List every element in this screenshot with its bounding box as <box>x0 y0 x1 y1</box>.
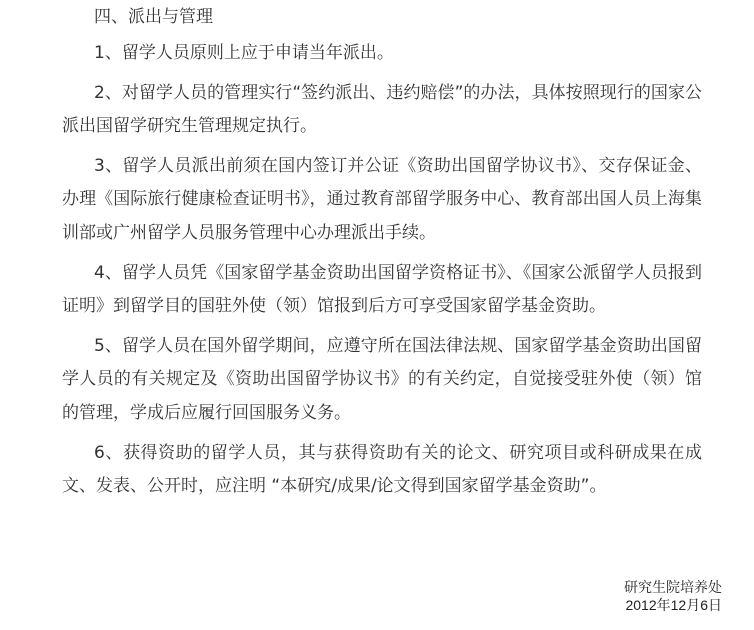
paragraph-item-6: 6、获得资助的留学人员，其与获得资助有关的论文、研究项目或科研成果在成文、发表、公开时，应注明 “本研究/成果/论文得到国家留学基金资助”。 <box>62 442 702 497</box>
section-heading: 四、派出与管理 <box>94 7 213 27</box>
paragraph-item-4: 4、留学人员凭《国家留学基金资助出国留学资格证书》、《国家公派留学人员报到证明》到留学目的国驻外使（领）馆报到后方可享受国家留学基金资助。 <box>62 262 702 317</box>
paragraph-item-3: 3、留学人员派出前须在国内签订并公证《资助出国留学协议书》、交存保证金、办理《国际旅行健康检查证明书》，通过教育部留学服务中心、教育部出国人员上海集训部或广州留学人员服务管理中心办理派出手续。 <box>62 155 702 243</box>
paragraph-item-1: 1、留学人员原则上应于申请当年派出。 <box>94 43 394 63</box>
signature-block <box>624 578 722 614</box>
document-body <box>62 3 702 510</box>
paragraph-item-2: 2、对留学人员的管理实行“签约派出、违约赔偿”的办法，具体按照现行的国家公派出国留学研究生管理规定执行。 <box>62 82 702 137</box>
signature-date: 2012年12月6日 <box>625 597 722 613</box>
paragraph-item-5: 5、留学人员在国外留学期间，应遵守所在国法律法规、国家留学基金资助出国留学人员的有关规定及《资助出国留学协议书》的有关约定，自觉接受驻外使（领）馆的管理，学成后应履行回国服务义务。 <box>62 335 702 423</box>
signature-office: 研究生院培养处 <box>624 579 722 595</box>
